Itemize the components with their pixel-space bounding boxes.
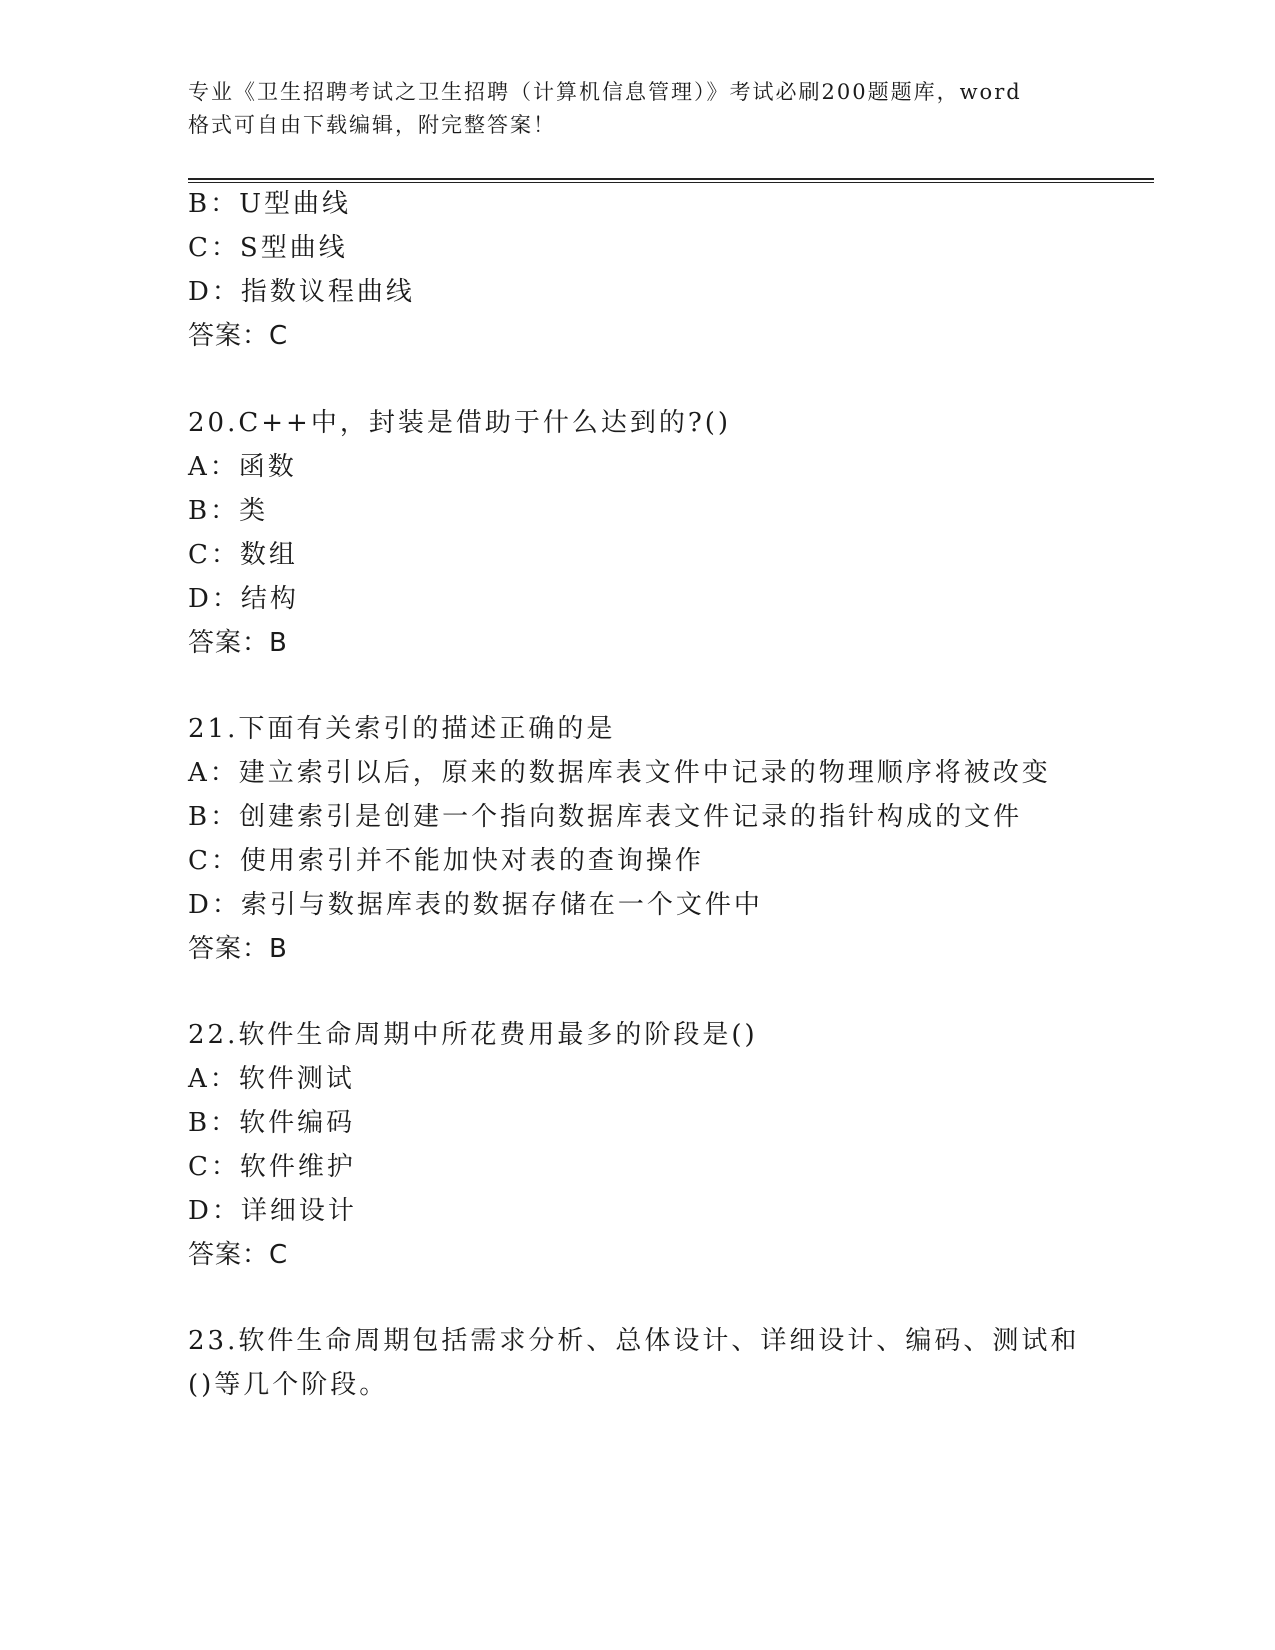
q21-option-d: D：索引与数据库表的数据存储在一个文件中 [188, 890, 763, 920]
header-line-1: 专业《卫生招聘考试之卫生招聘（计算机信息管理）》考试必刷200题题库，word [188, 80, 1022, 104]
q22-answer: 答案：C [188, 1240, 289, 1270]
q20-option-c: C：数组 [188, 540, 298, 570]
q20-option-b: B：类 [188, 496, 269, 526]
q20-answer: 答案：B [188, 628, 288, 658]
q22-option-c: C：软件维护 [188, 1152, 356, 1182]
divider-thick-line [188, 178, 1154, 180]
q22-option-b: B：软件编码 [188, 1108, 356, 1138]
q21-option-a: A：建立索引以后，原来的数据库表文件中记录的物理顺序将被改变 [188, 758, 1051, 788]
q23-stem-line-2: ()等几个阶段。 [188, 1370, 389, 1400]
q21-option-c: C：使用索引并不能加快对表的查询操作 [188, 846, 704, 876]
q22-option-d: D：详细设计 [188, 1196, 357, 1226]
q19-option-c: C：S型曲线 [188, 233, 348, 263]
q20-option-d: D：结构 [188, 584, 299, 614]
q22-option-a: A：软件测试 [188, 1064, 355, 1094]
header-divider [188, 178, 1154, 184]
q21-option-b: B：创建索引是创建一个指向数据库表文件记录的指针构成的文件 [188, 802, 1023, 832]
q19-answer: 答案：C [188, 321, 289, 351]
q22-stem: 22.软件生命周期中所花费用最多的阶段是() [188, 1020, 758, 1050]
divider-thin-line [188, 182, 1154, 183]
q19-option-d: D：指数议程曲线 [188, 277, 415, 307]
header-line-2: 格式可自由下载编辑，附完整答案！ [188, 113, 556, 137]
q21-answer: 答案：B [188, 934, 288, 964]
q20-stem: 20.C++中，封装是借助于什么达到的?() [188, 408, 732, 438]
q19-option-b: B：U型曲线 [188, 189, 352, 219]
document-header [188, 76, 1088, 142]
q23-stem-line-1: 23.软件生命周期包括需求分析、总体设计、详细设计、编码、测试和 [188, 1326, 1080, 1356]
q21-stem: 21.下面有关索引的描述正确的是 [188, 714, 616, 744]
q20-option-a: A：函数 [188, 452, 297, 482]
